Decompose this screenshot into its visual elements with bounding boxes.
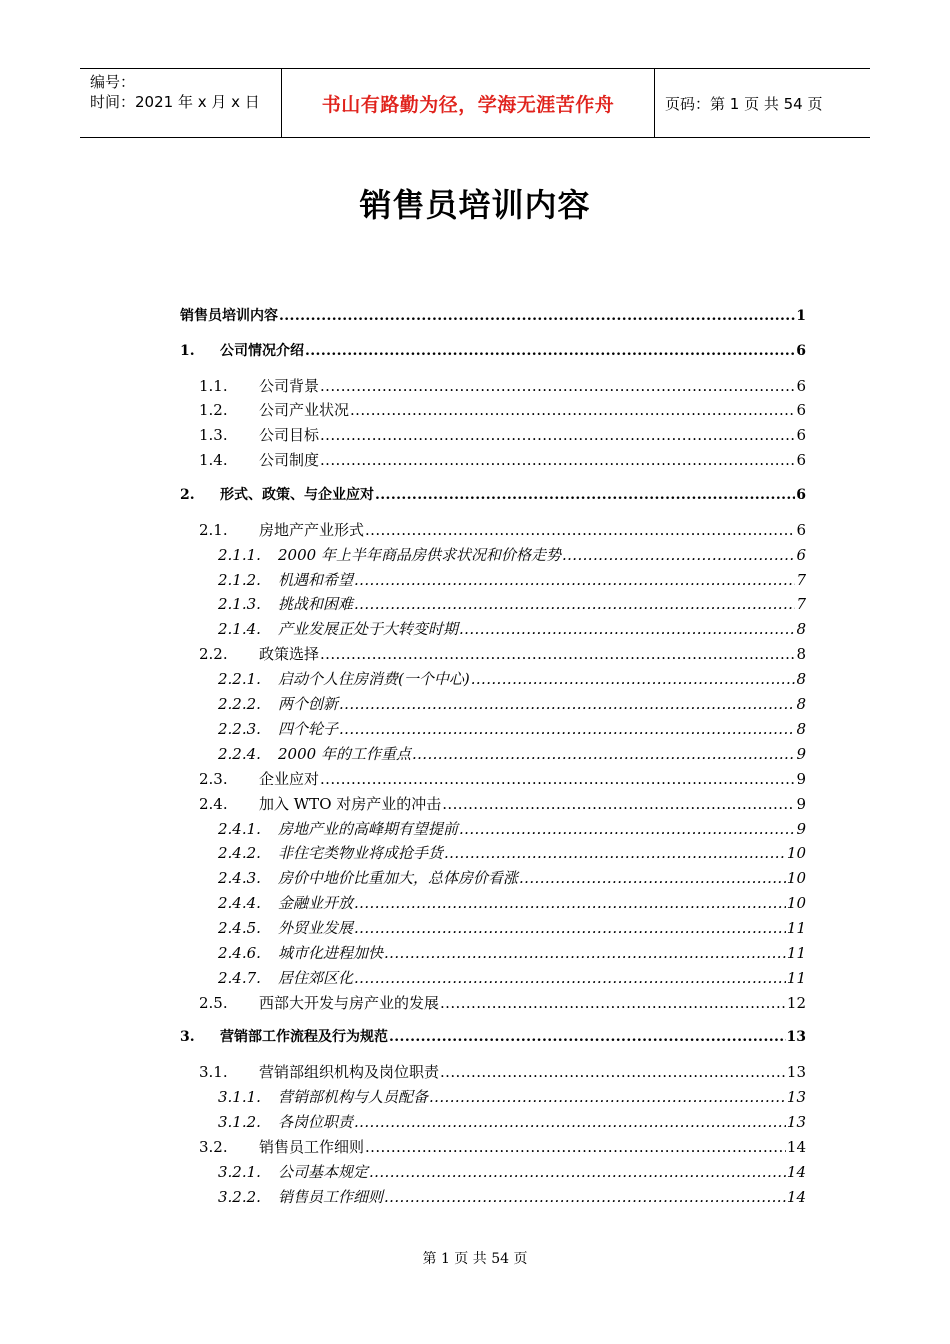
toc-entry-page: 9 xyxy=(796,744,806,763)
toc-entry-title: 公司背景 xyxy=(259,376,320,395)
toc-entry-page: 6 xyxy=(796,520,806,539)
toc-leader-dots xyxy=(429,1088,786,1106)
toc-entry[interactable] xyxy=(199,643,806,664)
toc-entry-number: 2.3. xyxy=(199,769,228,788)
toc-entry-number: 2.1.3. xyxy=(218,595,261,614)
toc-leader-dots xyxy=(320,451,795,469)
header-meta-cell xyxy=(80,69,282,137)
toc-entry-number: 2.2.3. xyxy=(218,719,261,738)
toc-entry-number: 1.2. xyxy=(199,401,228,420)
toc-entry-page: 6 xyxy=(796,342,806,359)
toc-entry-page: 14 xyxy=(786,1138,806,1156)
toc-entry[interactable] xyxy=(199,519,806,540)
toc-leader-dots xyxy=(354,919,786,937)
toc-entry-page: 14 xyxy=(786,1187,806,1206)
toc-entry-page: 6 xyxy=(796,486,806,503)
toc-entry-number: 3.1. xyxy=(199,1063,228,1082)
toc-entry-title: 西部大开发与房产业的发展 xyxy=(259,993,440,1012)
toc-entry-title: 营销部工作流程及行为规范 xyxy=(220,1029,388,1046)
toc-entry-page: 12 xyxy=(786,993,806,1012)
header-page-info: 页码：第 1 页 共 54 页 xyxy=(665,94,823,113)
toc-entry[interactable] xyxy=(199,424,806,445)
page-footer: 第 1 页 共 54 页 xyxy=(422,1251,528,1267)
toc-entry-page: 13 xyxy=(786,1029,806,1046)
toc-entry[interactable] xyxy=(199,449,806,470)
toc-entry-title: 公司目标 xyxy=(259,426,320,445)
toc-entry-title: 2000 年上半年商品房供求状况和价格走势 xyxy=(278,545,561,564)
toc-leader-dots xyxy=(384,944,786,962)
toc-leader-dots xyxy=(320,377,795,395)
toc-entry[interactable] xyxy=(199,399,806,420)
toc-leader-dots xyxy=(339,695,795,713)
toc-entry-number: 3.1.2. xyxy=(218,1113,261,1132)
toc-leader-dots xyxy=(444,844,786,862)
toc-entry[interactable] xyxy=(199,768,806,789)
toc-leader-dots xyxy=(354,894,786,912)
toc-entry[interactable] xyxy=(218,1086,806,1107)
toc-entry-title: 形式、政策、与企业应对 xyxy=(220,486,374,503)
toc-entry-number: 2.4.4. xyxy=(218,894,261,913)
toc-entry-title: 城市化进程加快 xyxy=(278,944,384,962)
toc-entry-page: 7 xyxy=(796,570,806,589)
toc-leader-dots xyxy=(365,1138,786,1156)
toc-entry-title: 两个创新 xyxy=(278,695,339,713)
toc-entry[interactable] xyxy=(218,693,806,714)
toc-entry[interactable] xyxy=(218,867,806,888)
toc-entry-title: 销售员工作细则 xyxy=(259,1138,365,1156)
toc-entry-number: 1. xyxy=(180,342,195,359)
toc-entry-title: 公司情况介绍 xyxy=(220,342,304,359)
toc-entry-number: 2. xyxy=(180,486,195,503)
toc-entry-page: 11 xyxy=(786,919,806,938)
toc-leader-dots xyxy=(320,426,795,444)
document-title: 销售员培训内容 xyxy=(359,186,591,224)
toc-leader-dots xyxy=(412,745,796,763)
toc-entry[interactable] xyxy=(180,305,806,325)
toc-leader-dots xyxy=(350,401,795,419)
toc-entry-title: 销售员培训内容 xyxy=(180,308,278,324)
toc-entry[interactable] xyxy=(199,375,806,396)
toc-entry-number: 2.2.2. xyxy=(218,695,261,713)
toc-entry[interactable] xyxy=(218,1186,806,1207)
toc-entry[interactable] xyxy=(218,544,806,565)
toc-entry-number: 1.3. xyxy=(199,426,228,445)
toc-entry-page: 1 xyxy=(796,308,806,324)
toc-entry-title: 房地产产业形式 xyxy=(259,520,365,539)
toc-entry-title: 机遇和希望 xyxy=(278,570,354,589)
toc-entry-number: 3.1.1. xyxy=(218,1088,261,1107)
toc-entry-number: 2.2.4. xyxy=(218,744,261,763)
header-motto: 书山有路勤为径，学海无涯苦作舟 xyxy=(282,69,655,137)
toc-entry[interactable] xyxy=(180,1026,806,1046)
toc-leader-dots xyxy=(354,571,795,589)
toc-entry-page: 8 xyxy=(796,719,806,738)
toc-leader-dots xyxy=(369,1163,786,1181)
toc-entry[interactable] xyxy=(218,618,806,639)
toc-entry-page: 11 xyxy=(786,944,806,962)
toc-leader-dots xyxy=(389,1029,786,1045)
toc-entry-number: 2.4.5. xyxy=(218,919,261,938)
toc-entry-title: 公司基本规定 xyxy=(278,1162,369,1181)
toc-entry-number: 2.5. xyxy=(199,993,228,1012)
toc-entry[interactable] xyxy=(218,718,806,739)
toc-entry[interactable] xyxy=(218,1111,806,1132)
toc-entry-title: 公司制度 xyxy=(259,451,320,470)
toc-entry-number: 2.4.3. xyxy=(218,869,261,888)
toc-entry-page: 9 xyxy=(796,819,806,838)
toc-entry-page: 6 xyxy=(796,426,806,445)
toc-entry-title: 房价中地价比重加大，总体房价看涨 xyxy=(278,869,519,888)
toc-leader-dots xyxy=(459,620,795,638)
toc-entry-title: 公司产业状况 xyxy=(259,401,350,420)
toc-entry-number: 3.2.1. xyxy=(218,1162,261,1181)
toc-entry[interactable] xyxy=(218,967,806,988)
document-header xyxy=(80,68,870,138)
toc-entry[interactable] xyxy=(180,484,806,504)
toc-leader-dots xyxy=(519,869,786,887)
toc-entry-title: 营销部机构与人员配备 xyxy=(278,1088,429,1107)
toc-entry-page: 6 xyxy=(796,376,806,395)
toc-entry-page: 10 xyxy=(786,894,806,913)
toc-leader-dots xyxy=(365,521,795,539)
toc-leader-dots xyxy=(471,670,796,688)
toc-entry-title: 营销部组织机构及岗位职责 xyxy=(259,1063,440,1082)
toc-entry-title: 各岗位职责 xyxy=(278,1113,354,1132)
toc-leader-dots xyxy=(459,820,795,838)
toc-leader-dots xyxy=(375,487,795,503)
toc-leader-dots xyxy=(440,994,786,1012)
toc-entry-number: 2.4.2. xyxy=(218,844,261,863)
toc-entry-page: 9 xyxy=(796,794,806,813)
toc-entry-title: 非住宅类物业将成抢手货 xyxy=(278,844,444,863)
toc-entry[interactable] xyxy=(218,842,806,863)
toc-entry[interactable] xyxy=(218,593,806,614)
toc-entry-number: 3.2.2. xyxy=(218,1187,261,1206)
toc-entry-number: 1.4. xyxy=(199,451,228,470)
toc-entry-title: 企业应对 xyxy=(259,769,320,788)
toc-entry-page: 8 xyxy=(796,645,806,664)
toc-leader-dots xyxy=(354,1113,786,1131)
toc-entry[interactable] xyxy=(218,818,806,839)
toc-entry[interactable] xyxy=(218,668,806,689)
toc-entry[interactable] xyxy=(218,942,806,963)
toc-entry-page: 9 xyxy=(796,769,806,788)
toc-entry-number: 2.4.1. xyxy=(218,819,261,838)
toc-entry-title: 居住郊区化 xyxy=(278,968,354,987)
toc-entry-page: 10 xyxy=(786,844,806,863)
toc-entry-title: 销售员工作细则 xyxy=(278,1187,384,1206)
toc-entry-number: 1.1. xyxy=(199,376,228,395)
toc-entry-page: 6 xyxy=(796,451,806,470)
toc-entry-page: 8 xyxy=(796,670,806,689)
toc-entry-title: 四个轮子 xyxy=(278,719,339,738)
toc-entry-page: 8 xyxy=(796,695,806,713)
toc-entry[interactable] xyxy=(199,992,806,1013)
toc-entry-number: 2.4. xyxy=(199,794,228,813)
toc-entry[interactable] xyxy=(218,917,806,938)
toc-entry-page: 13 xyxy=(786,1113,806,1132)
toc-entry-title: 外贸业发展 xyxy=(278,919,354,938)
toc-entry-page: 13 xyxy=(786,1063,806,1082)
header-time: 时间：2021 年 x 月 x 日 xyxy=(90,93,260,111)
toc-entry-title: 产业发展正处于大转变时期 xyxy=(278,620,459,639)
toc-leader-dots xyxy=(320,770,795,788)
toc-leader-dots xyxy=(339,720,795,738)
toc-entry-page: 6 xyxy=(796,401,806,420)
toc-entry-number: 2.4.6. xyxy=(218,944,261,962)
toc-entry[interactable] xyxy=(218,1161,806,1182)
toc-leader-dots xyxy=(354,969,786,987)
toc-entry-title: 挑战和困难 xyxy=(278,595,354,614)
toc-entry-page: 7 xyxy=(796,595,806,614)
toc-entry-title: 金融业开放 xyxy=(278,894,354,913)
toc-entry[interactable] xyxy=(199,793,806,814)
toc-entry-title: 加入 WTO 对房产业的冲击 xyxy=(259,794,442,813)
toc-entry-title: 政策选择 xyxy=(259,645,320,664)
toc-entry[interactable] xyxy=(218,892,806,913)
toc-entry-page: 6 xyxy=(796,545,806,564)
toc-entry-page: 10 xyxy=(786,869,806,888)
toc-leader-dots xyxy=(442,795,795,813)
toc-entry-number: 2.4.7. xyxy=(218,968,261,987)
toc-entry-number: 2.1.2. xyxy=(218,570,261,589)
toc-entry-page: 13 xyxy=(786,1088,806,1107)
toc-entry[interactable] xyxy=(199,1061,806,1082)
toc-leader-dots xyxy=(305,343,795,359)
toc-entry-number: 2.1.4. xyxy=(218,620,261,639)
toc-entry[interactable] xyxy=(218,743,806,764)
toc-leader-dots xyxy=(562,546,796,564)
toc-entry[interactable] xyxy=(199,1136,806,1157)
toc-entry[interactable] xyxy=(180,340,806,360)
toc-entry-number: 2.1. xyxy=(199,520,228,539)
toc-leader-dots xyxy=(354,595,795,613)
toc-entry-title: 2000 年的工作重点 xyxy=(278,744,411,763)
toc-entry-number: 2.2.1. xyxy=(218,670,261,689)
toc-entry-number: 3.2. xyxy=(199,1138,228,1156)
toc-leader-dots xyxy=(279,308,795,324)
toc-entry-number: 2.1.1. xyxy=(218,545,261,564)
toc-entry-number: 3. xyxy=(180,1029,195,1046)
toc-leader-dots xyxy=(320,645,795,663)
toc-entry-title: 房地产业的高峰期有望提前 xyxy=(278,819,459,838)
toc-entry-page: 14 xyxy=(786,1162,806,1181)
toc-leader-dots xyxy=(384,1188,786,1206)
toc-entry-title: 启动个人住房消费(一个中心) xyxy=(278,670,470,689)
toc-entry-page: 11 xyxy=(786,968,806,987)
toc-entry[interactable] xyxy=(218,569,806,590)
toc-entry-number: 2.2. xyxy=(199,645,228,664)
header-number: 编号： xyxy=(90,73,136,91)
toc-leader-dots xyxy=(440,1063,786,1081)
toc-entry-page: 8 xyxy=(796,620,806,639)
